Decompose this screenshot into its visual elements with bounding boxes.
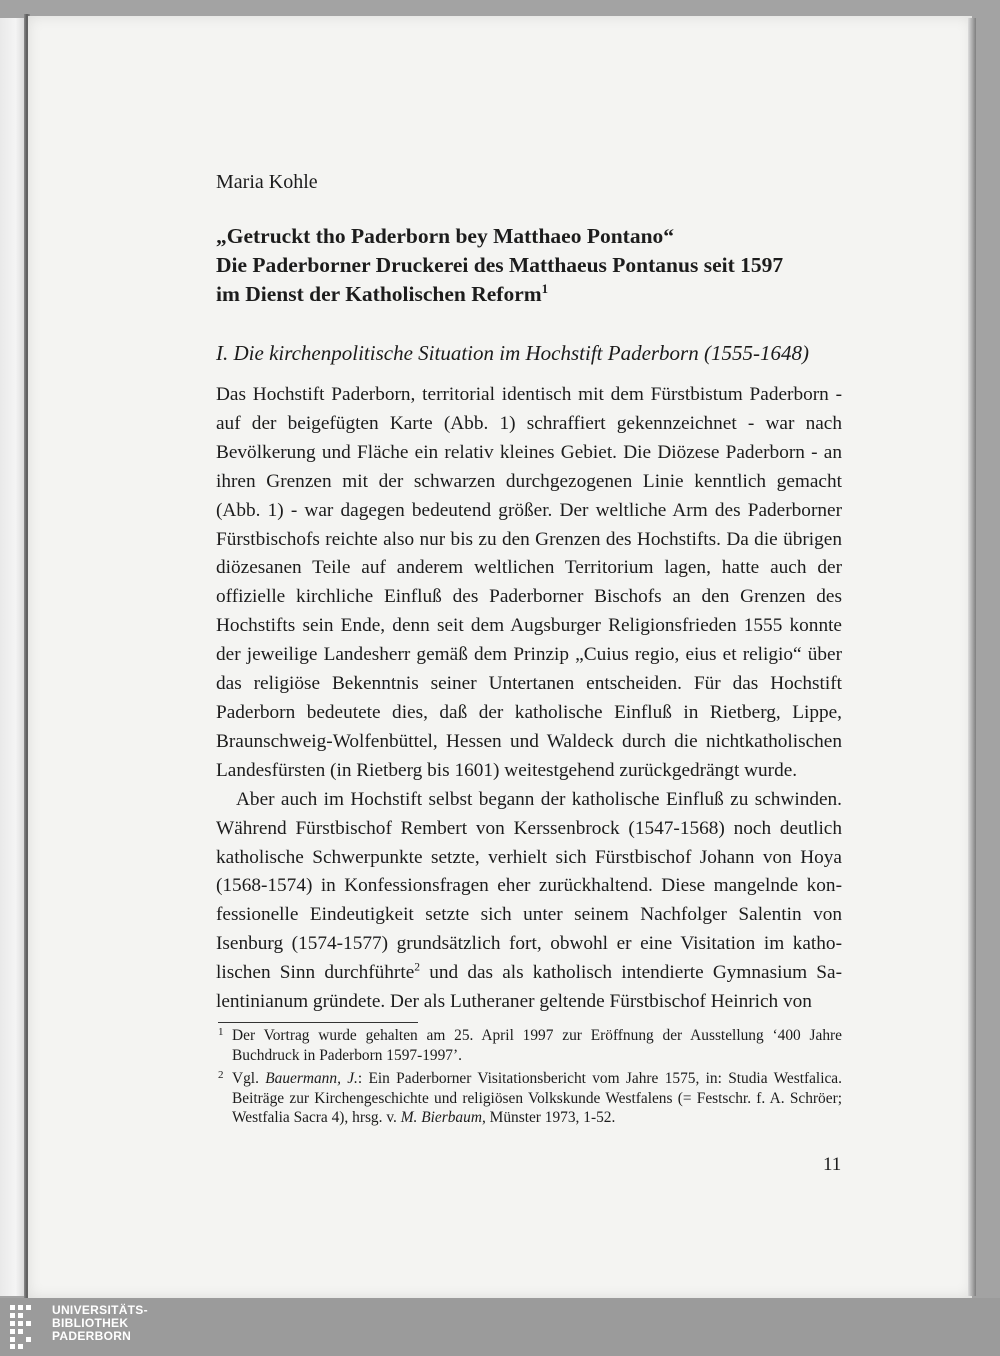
- footnote-text: , Münster 1973, 1-52.: [481, 1109, 616, 1126]
- footnote-text: : Ein Paderborner Visitationsbericht vom Jahre 1575, in: Studia Westfalica. Beiträge zur Kirchengeschichte und religiösen Volkskunde Westfalens (= Festschr. f. A. Schröer; Westfalia Sacra 4), hrsg. v.: [232, 1070, 842, 1126]
- paragraph-text: Aber auch im Hochstift selbst begann der katholische Einfluß zu schwinden. Während Fürstbischof Rembert von Kerssenbrock (1547-1568) noch deutlich katholische Schwerpunkte setzte, verhielt sich Fürstbischof Johann von Hoya (1568-1574) in Konfessionsfragen eher zurückhaltend. Diese mangelnde konfessionelle Eindeutigkeit setzte sich unter seinem Nachfolger Salentin von Isenburg (1574-1577) grundsätzlich fort, obwohl er eine Visitation im katholischen Sinn durchführte: [216, 788, 842, 984]
- footnote-text: Der Vortrag wurde gehalten am 25. April 1997 zur Eröffnung der Ausstellung ‘400 Jahre Buchdruck in Paderborn 1597-1997’.: [232, 1027, 842, 1064]
- footnote-separator: [218, 1022, 418, 1023]
- footnote-author: Bauermann, J.: [265, 1070, 358, 1087]
- scan-footer-bar: [0, 1298, 1000, 1356]
- title-line: Die Paderborner Druckerei des Matthaeus Pontanus seit 1597: [216, 253, 784, 277]
- title-line: „Getruckt tho Paderborn bey Matthaeo Pontano“: [216, 224, 675, 248]
- library-logo-icon: [10, 1305, 40, 1349]
- footnotes: [216, 1026, 842, 1132]
- footnote-mark[interactable]: 2: [414, 960, 421, 974]
- footnote-number: 2: [218, 1069, 224, 1081]
- footnote-text: Vgl.: [232, 1070, 266, 1087]
- footnote: [216, 1069, 842, 1128]
- library-logo-line: BIBLIOTHEK: [52, 1316, 129, 1330]
- page-right-edge: [968, 18, 976, 1296]
- body-text: [216, 381, 842, 1017]
- page-number: 11: [823, 1154, 842, 1175]
- paragraph-text: und das als katholisch intendierte Gymnasium Salentinianum gründete. Der als Lutheraner geltende Fürstbischof Heinrich von: [216, 962, 842, 1013]
- left-page-edge: [0, 18, 26, 1296]
- article-title: [216, 222, 856, 309]
- title-line-text: im Dienst der Katholischen Reform: [216, 282, 542, 306]
- footnote-number: 1: [218, 1026, 224, 1038]
- footnote-editor: M. Bierbaum: [400, 1109, 482, 1126]
- paragraph: [216, 786, 842, 1017]
- library-logo-line: PADERBORN: [52, 1329, 132, 1343]
- library-logo-line: UNIVERSITÄTS-: [52, 1303, 148, 1317]
- footnote: [216, 1026, 842, 1065]
- footnote-mark[interactable]: 1: [541, 281, 549, 296]
- library-logo-text: [52, 1304, 148, 1343]
- author-name: Maria Kohle: [216, 171, 318, 193]
- title-line: [216, 280, 856, 309]
- section-heading: I. Die kirchenpolitische Situation im Hochstift Paderborn (1555-1648): [216, 341, 809, 365]
- paragraph: Das Hochstift Paderborn, territorial identisch mit dem Fürstbistum Paderborn - auf der beigefügten Karte (Abb. 1) schraffiert gekennzeichnet - war nach Bevölkerung und Fläche ein relativ kleines Gebiet. Die Diözese Paderborn - an ihren Grenzen mit der schwarzen durchgezogenen Linie kenntlich gemacht (Abb. 1) - war dagegen bedeutend größer. Der weltliche Arm des Paderborner Fürstbischofs reichte also nur bis zu den Grenzen des Hochstifts. Da die übrigen diözesanen Teile auf anderem weltlichen Territorium lagen, hatte auch der offizielle kirchliche Einfluß des Paderborner Bischofs an den Grenzen des Hochstifts sein Ende, denn seit dem Augsburger Religionsfrieden 1555 konnte der jeweilige Landesherr gemäß dem Prinzip „Cuius regio, eius et religio“ über das religiöse Bekenntnis seiner Untertanen entscheiden. Für das Hochstift Paderborn bedeutete dies, daß der katholische Einfluß in Rietberg, Lippe, Braunschweig-Wolfenbüttel, Hessen und Waldeck durch die nichtkatholischen Landesfürsten (in Rietberg bis 1601) weitestgehend zurückgedrängt wurde.: [216, 384, 842, 781]
